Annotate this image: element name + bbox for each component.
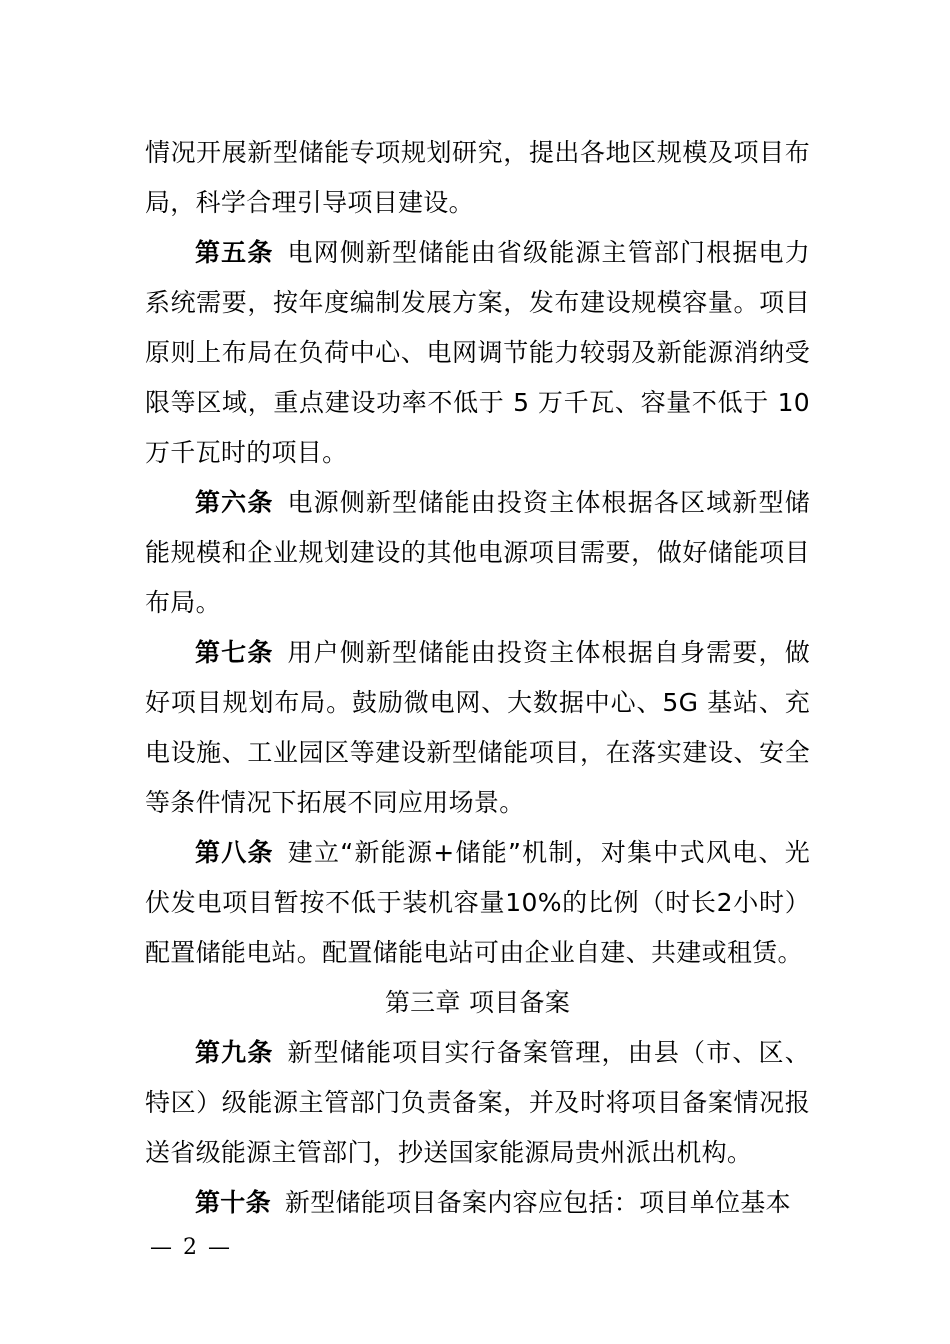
article-7-paragraph xyxy=(145,628,810,828)
document-body xyxy=(145,128,810,1228)
paragraph-text: 新型储能项目实行备案管理，由县（市、区、特区）级能源主管部门负责备案，并及时将项目备案情况报送省级能源主管部门，抄送国家能源局贵州派出机构。 xyxy=(145,1038,810,1167)
article-5-paragraph xyxy=(145,228,810,478)
article-heading: 第六条 xyxy=(195,488,274,517)
paragraph-text: 电网侧新型储能由省级能源主管部门根据电力系统需要，按年度编制发展方案，发布建设规模容量。项目原则上布局在负荷中心、电网调节能力较弱及新能源消纳受限等区域，重点建设功率不低于 5 万千瓦、容量不低于 10 万千瓦时的项目。 xyxy=(145,238,810,467)
paragraph-text: 用户侧新型储能由投资主体根据自身需要，做好项目规划布局。鼓励微电网、大数据中心、5G 基站、充电设施、工业园区等建设新型储能项目，在落实建设、安全等条件情况下拓展不同应用场景。 xyxy=(145,638,810,817)
chapter-heading: 第三章 项目备案 xyxy=(384,988,571,1017)
paragraph-text: 电源侧新型储能由投资主体根据各区域新型储能规模和企业规划建设的其他电源项目需要，做好储能项目布局。 xyxy=(145,488,810,617)
article-heading: 第八条 xyxy=(195,838,274,867)
paragraph-text: 情况开展新型储能专项规划研究，提出各地区规模及项目布局，科学合理引导项目建设。 xyxy=(145,138,810,217)
article-8-paragraph xyxy=(145,828,810,978)
article-6-paragraph xyxy=(145,478,810,628)
article-heading: 第十条 xyxy=(195,1188,271,1217)
article-9-paragraph xyxy=(145,1028,810,1178)
paragraph-text: 新型储能项目备案内容应包括：项目单位基本 xyxy=(284,1188,791,1217)
paragraph-continuation xyxy=(145,128,810,228)
article-heading: 第七条 xyxy=(195,638,274,667)
page-number: — 2 — xyxy=(150,1235,232,1260)
article-heading: 第九条 xyxy=(195,1038,274,1067)
paragraph-text: 建立“新能源+储能”机制，对集中式风电、光伏发电项目暂按不低于装机容量10%的比例（时长2小时）配置储能电站。配置储能电站可由企业自建、共建或租赁。 xyxy=(145,838,810,967)
article-heading: 第五条 xyxy=(195,238,274,267)
article-10-paragraph xyxy=(145,1178,810,1228)
